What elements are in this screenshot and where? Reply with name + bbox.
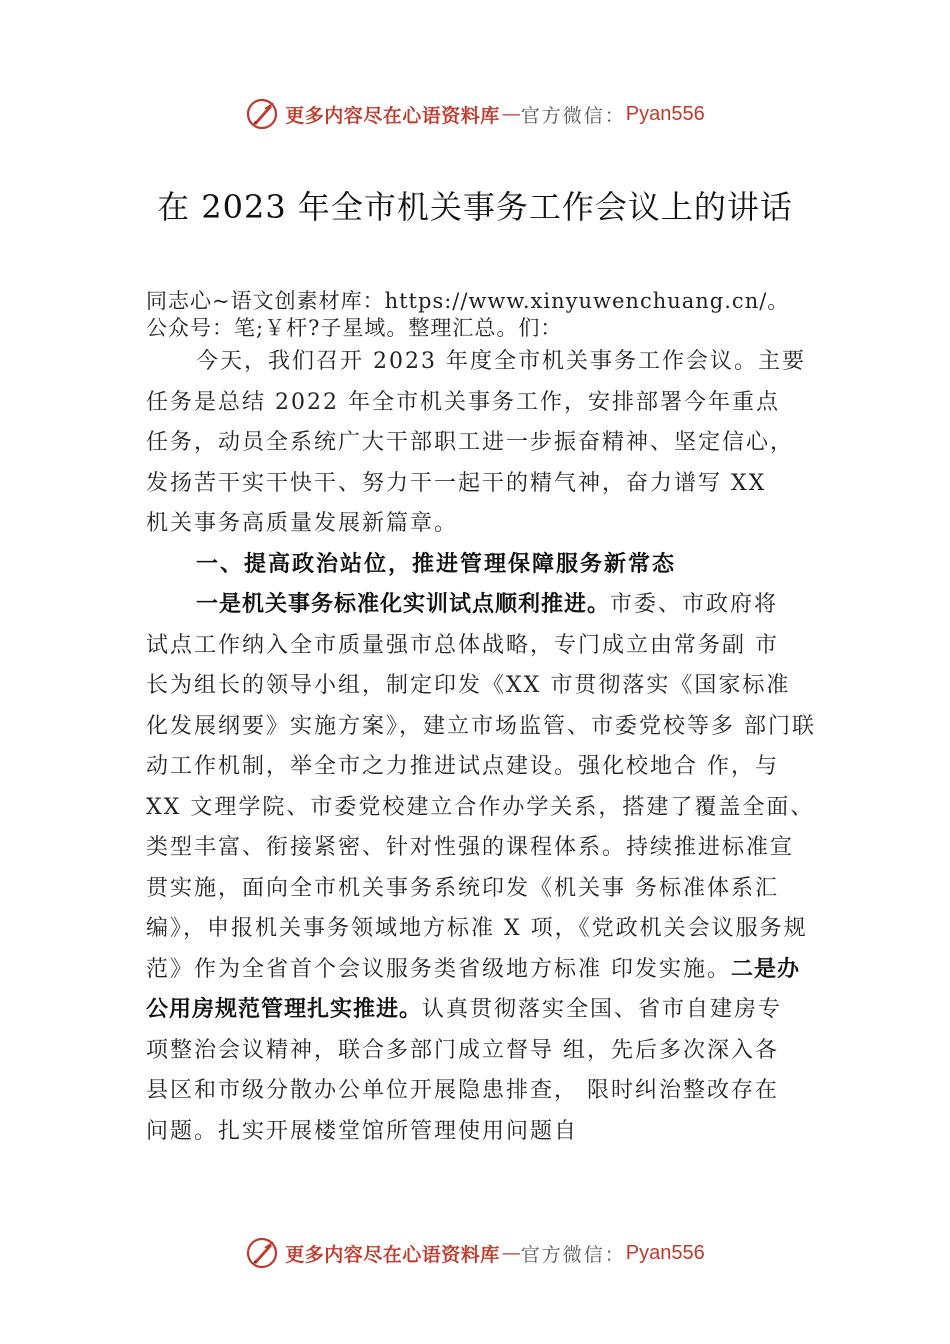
point-title: 公用房规范管理扎实推进。 (146, 997, 423, 1022)
paragraph-line: 县区和市级分散办公单位开展隐患排查， 限时纠治整改存在 (146, 1078, 779, 1103)
banner-account: Pyan556 (625, 102, 705, 125)
paragraph-line (146, 990, 846, 1031)
paragraph-text: 范》作为全省首个会议服务类省级地方标准 印发实施。 (146, 956, 731, 982)
banner-dash: — (501, 1242, 519, 1264)
banner-dash: — (501, 103, 519, 125)
point-title: 二是办 (731, 956, 801, 982)
paragraph-line: 今天，我们召开 2023 年度全市机关事务工作会议。主要 (196, 349, 806, 374)
paragraph-line: 发扬苦干实干快干、努力干一起干的精气神，奋力谱写 XX (146, 470, 767, 496)
document-title: 在 2023 年全市机关事务工作会议上的讲话 (157, 188, 793, 226)
banner-account: Pyan556 (625, 1241, 705, 1264)
banner-brand-text: 更多内容尽在心语资料库 (285, 104, 500, 127)
paragraph-line: 试点工作纳入全市质量强市总体战略，专门成立由常务副 市 (146, 632, 779, 658)
paragraph-line: 长为组长的领导小组，制定印发《XX 市贯彻落实《国家标准 (146, 673, 791, 698)
paragraph-line (146, 950, 846, 991)
paragraph-line (146, 585, 846, 626)
paragraph-line: 任务，动员全系统广大干部职工进一步振奋精神、坚定信心， (146, 430, 795, 455)
document-body (146, 282, 846, 1152)
banner-label: 官方微信： (520, 1243, 626, 1266)
paragraph-line: 类型丰富、衔接紧密、针对性强的课程体系。持续推进标准宣 (146, 835, 795, 860)
paragraph-line: 化发展纲要》实施方案》，建立市场监管、市委党校等多 部门联 (146, 713, 816, 739)
paragraph-line: 贯实施，面向全市机关事务系统印发《机关事 务标准体系汇 (146, 875, 779, 901)
paragraph-line: XX 文理学院、市委党校建立合作办学关系，搭建了覆盖全面、 (146, 794, 815, 820)
paragraph-line: 机关事务高质量发展新篇章。 (146, 511, 459, 536)
meta-line: 同志心~语文创素材库：https://www.xinyuwenchuang.cn/。 (146, 289, 790, 313)
header-banner (0, 94, 950, 134)
paragraph-line: 任务是总结 2022 年全市机关事务工作，安排部署今年重点 (146, 389, 780, 415)
point-title: 一是机关事务标准化实训试点顺利推进。 (196, 592, 611, 617)
banner-brand-text: 更多内容尽在心语资料库 (285, 1243, 500, 1266)
paragraph-text: 认真贯彻落实全国、省市自建房专 (422, 997, 783, 1022)
section-heading: 一、提高政治站位，推进管理保障服务新常态 (196, 551, 677, 577)
meta-line: 公众号：笔;￥杆?子星域。整理汇总。们： (146, 316, 563, 340)
banner-label: 官方微信： (520, 104, 626, 127)
paragraph-text: 市委、市政府将 (610, 592, 779, 617)
quill-pen-logo-icon (245, 1236, 279, 1270)
paragraph-line: 动工作机制，举全市之力推进试点建设。强化校地合 作，与 (146, 754, 779, 779)
paragraph-line: 问题。扎实开展楼堂馆所管理使用问题自 (146, 1118, 579, 1144)
paragraph-line: 项整治会议精神，联合多部门成立督导 组，先后多次深入各 (146, 1037, 779, 1063)
paragraph-line: 编》，申报机关事务领域地方标准 X 项，《党政机关会议服务规 (146, 916, 808, 941)
quill-pen-logo-icon (245, 97, 279, 131)
footer-banner (0, 1233, 950, 1273)
